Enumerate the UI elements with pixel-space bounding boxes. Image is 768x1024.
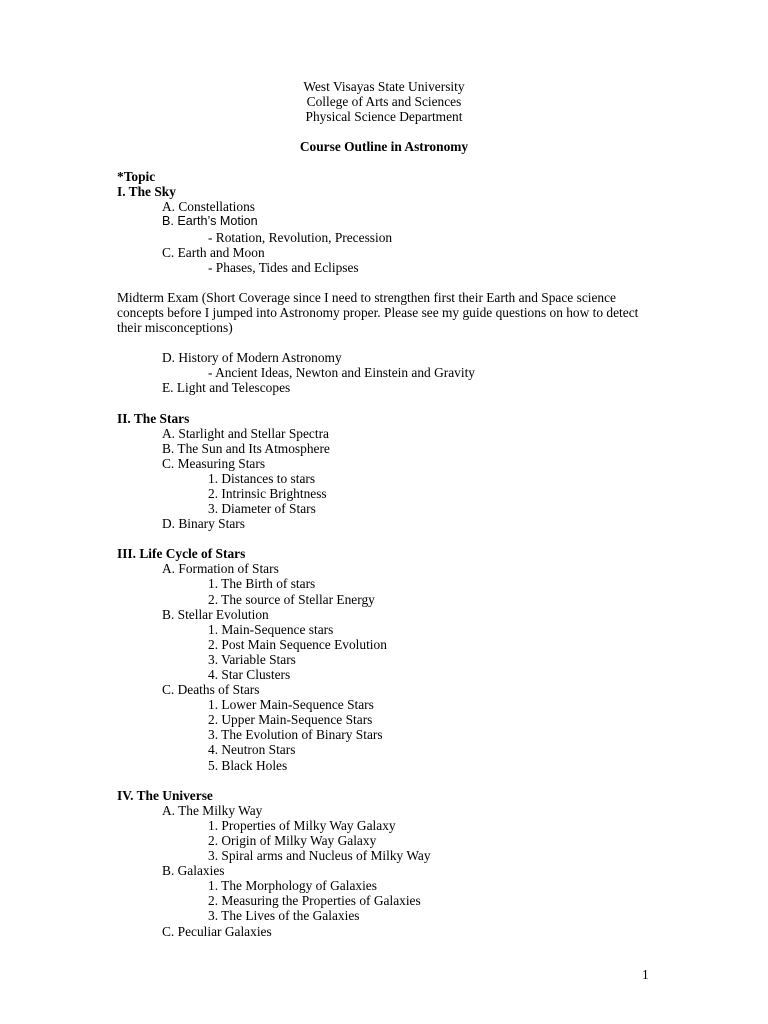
outline-subitem: 4. Star Clusters [208,667,291,682]
outline-item: D. Binary Stars [162,516,245,531]
page-number: 1 [642,967,649,982]
outline-subitem: - Ancient Ideas, Newton and Einstein and Gravity [208,365,475,380]
outline-subitem: 1. Main-Sequence stars [208,622,334,637]
department-name: Physical Science Department [305,109,463,124]
outline-item: B. Earth’s Motion [162,214,258,228]
section-heading-universe: IV. The Universe [117,788,213,803]
outline-subitem: 3. Spiral arms and Nucleus of Milky Way [208,848,431,863]
outline-subitem: 1. The Morphology of Galaxies [208,878,377,893]
outline-subitem: 2. Intrinsic Brightness [208,486,327,501]
outline-item: C. Peculiar Galaxies [162,924,272,939]
college-name: College of Arts and Sciences [306,94,462,109]
outline-subitem: 2. The source of Stellar Energy [208,592,375,607]
outline-subitem: - Phases, Tides and Eclipses [208,260,359,275]
midterm-note: Midterm Exam (Short Coverage since I need to strengthen first their Earth and Space science concepts before I jumped into Astronomy proper. Please see my guide questions on how to detect their misconceptions) [117,290,639,336]
outline-item: A. Constellations [162,199,255,214]
topic-heading: *Topic [117,169,156,184]
outline-subitem: 1. Properties of Milky Way Galaxy [208,818,396,833]
outline-subitem: 4. Neutron Stars [208,742,296,757]
outline-subitem: 1. Distances to stars [208,471,316,486]
outline-item: A. Formation of Stars [162,561,279,576]
outline-subitem: 1. The Birth of stars [208,576,316,591]
outline-subitem: 3. Variable Stars [208,652,296,667]
outline-subitem: 3. The Evolution of Binary Stars [208,727,383,742]
outline-subitem: 2. Upper Main-Sequence Stars [208,712,373,727]
outline-item: B. Galaxies [162,863,225,878]
outline-item: E. Light and Telescopes [162,380,291,395]
outline-item: A. The Milky Way [162,803,263,818]
outline-item: B. The Sun and Its Atmosphere [162,441,330,456]
document-title: Course Outline in Astronomy [299,139,469,154]
university-name: West Visayas State University [303,79,465,94]
outline-subitem: 2. Measuring the Properties of Galaxies [208,893,421,908]
outline-subitem: 3. Diameter of Stars [208,501,316,516]
outline-subitem: 3. The Lives of the Galaxies [208,908,360,923]
outline-subitem: 1. Lower Main-Sequence Stars [208,697,374,712]
outline-item: A. Starlight and Stellar Spectra [162,426,329,441]
outline-item: C. Earth and Moon [162,245,265,260]
outline-subitem: 2. Post Main Sequence Evolution [208,637,387,652]
section-heading-life-cycle: III. Life Cycle of Stars [117,546,246,561]
outline-subitem: - Rotation, Revolution, Precession [208,230,393,245]
outline-subitem: 2. Origin of Milky Way Galaxy [208,833,377,848]
outline-subitem: 5. Black Holes [208,758,288,773]
section-heading-sky: I. The Sky [117,184,176,199]
outline-item: B. Stellar Evolution [162,607,269,622]
outline-item: D. History of Modern Astronomy [162,350,342,365]
outline-item: C. Measuring Stars [162,456,266,471]
outline-item: C. Deaths of Stars [162,682,260,697]
section-heading-stars: II. The Stars [117,411,190,426]
